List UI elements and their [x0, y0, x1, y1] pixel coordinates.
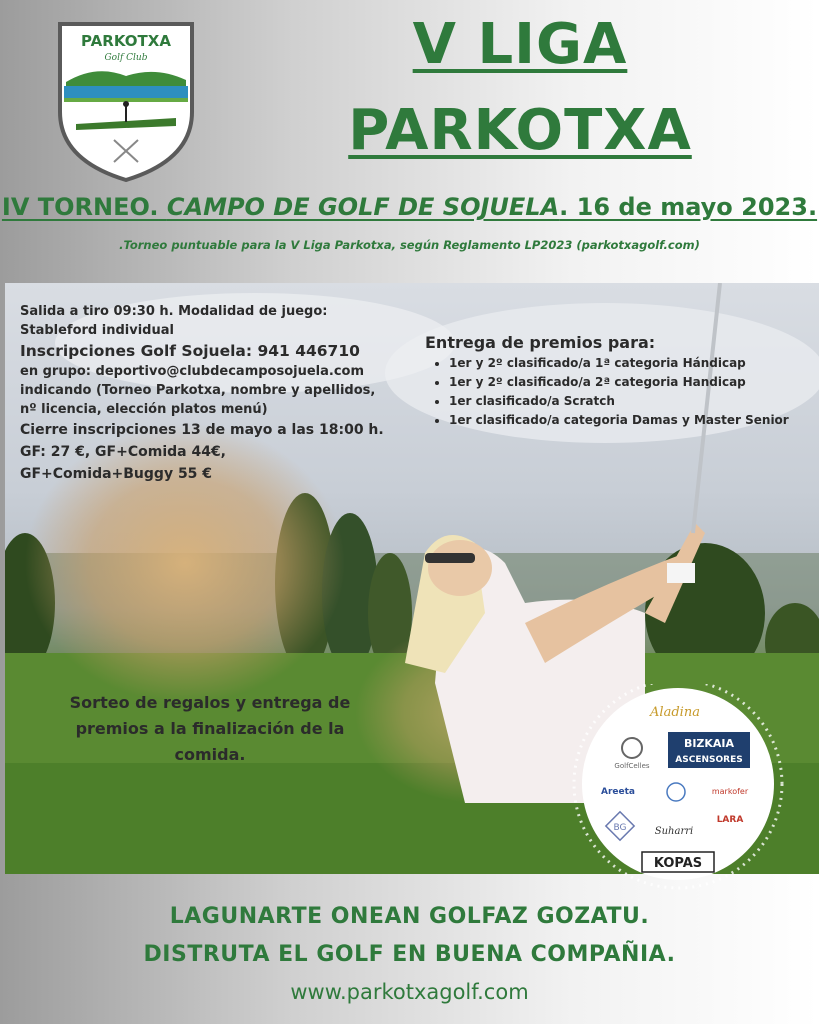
sponsor-aladina: Aladina	[650, 705, 700, 720]
sponsor-kopas: KOPAS	[653, 856, 703, 871]
prize-item: • 1er y 2º clasificado/a 2ª categoria Handicap	[449, 373, 815, 392]
sponsor-bg: BG	[613, 823, 627, 833]
sponsors-circle	[560, 684, 800, 894]
title-line-2: PARKOTXA	[348, 98, 692, 163]
subtitle-prefix: IV TORNEO.	[1, 193, 159, 221]
tournament-info	[20, 302, 390, 485]
info-deadline: Cierre inscripciones 13 de mayo a las 18:00 h.	[20, 422, 384, 438]
title-line-1: V LIGA	[412, 12, 628, 77]
subtitle-venue: CAMPO DE GOLF DE SOJUELA	[166, 193, 560, 221]
tournament-note: .Torneo puntuable para la V Liga Parkotxa, según Reglamento LP2023 (parkotxagolf.com)	[119, 238, 700, 252]
info-price-1: GF: 27 €, GF+Comida 44€,	[20, 444, 227, 460]
prize-item: • 1er clasificado/a Scratch	[449, 392, 815, 411]
info-start-mode: Salida a tiro 09:30 h. Modalidad de juego: Stableford individual	[20, 304, 328, 338]
logo-subtitle: Golf Club	[104, 53, 148, 63]
club-logo	[56, 20, 196, 182]
sponsor-suharri: Suharri	[654, 826, 694, 837]
sponsor-areeta: Areeta	[601, 787, 635, 797]
tournament-subtitle	[0, 193, 819, 221]
sponsor-lara: LARA	[716, 815, 744, 825]
prize-item: • 1er clasificado/a categoria Damas y Master Senior	[449, 411, 815, 430]
raffle-text: Sorteo de regalos y entrega de premios a la finalización de la comida.	[69, 693, 351, 764]
sponsor-bizkaia: BIZKAIA	[683, 737, 735, 750]
slogan-spanish: DISTRUTA EL GOLF EN BUENA COMPAÑIA.	[143, 942, 676, 967]
logo-title: PARKOTXA	[81, 32, 171, 50]
info-group-email: en grupo: deportivo@clubdecamposojuela.com indicando (Torneo Parkotxa, nombre y apellidos, nº licencia, elección platos menú)	[20, 364, 376, 417]
slogan-basque: LAGUNARTE ONEAN GOLFAZ GOZATU.	[169, 904, 650, 929]
prizes-title: Entrega de premios para:	[425, 333, 656, 352]
sponsor-ascensores: ASCENSORES	[675, 755, 743, 765]
sponsor-markofer: markofer	[711, 787, 749, 796]
info-price-2: GF+Comida+Buggy 55 €	[20, 466, 213, 482]
prize-item: • 1er y 2º clasificado/a 1ª categoria Hándicap	[449, 354, 815, 373]
sponsor-golfcelles: GolfCelles	[614, 762, 650, 770]
website-link[interactable]: www.parkotxagolf.com	[290, 980, 529, 1004]
prizes-section	[425, 333, 815, 430]
subtitle-date: . 16 de mayo 2023.	[559, 193, 818, 221]
prizes-list	[425, 354, 815, 430]
info-registration-phone: Inscripciones Golf Sojuela: 941 446710	[20, 342, 360, 360]
